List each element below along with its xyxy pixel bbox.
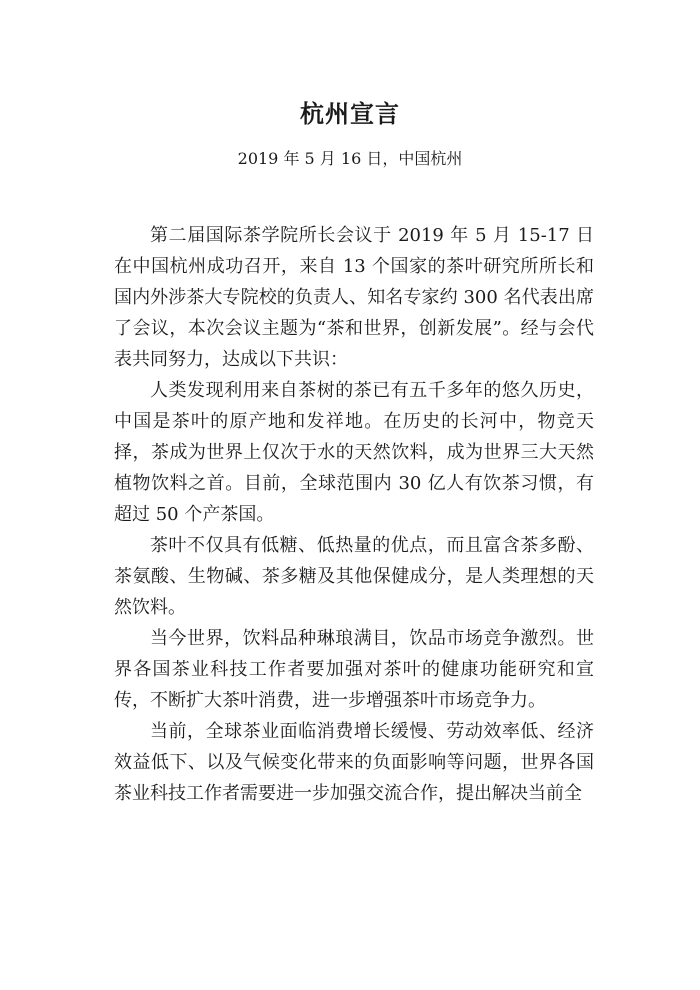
document-body (114, 220, 594, 809)
paragraph-3: 茶叶不仅具有低糖、低热量的优点，而且富含茶多酚、茶氨酸、生物碱、茶多糖及其他保健成分，是人类理想的天然饮料。 (114, 535, 594, 618)
paragraph-2: 人类发现利用来自茶树的茶已有五千多年的悠久历史，中国是茶叶的原产地和发祥地。在历史的长河中，物竞天择，茶成为世界上仅次于水的天然饮料，成为世界三大天然植物饮料之首。目前，全球范围内 30 亿人有饮茶习惯，有超过 50 个产茶国。 (114, 380, 594, 525)
document-title: 杭州宣言 (300, 100, 400, 128)
paragraph-1: 第二届国际茶学院所长会议于 2019 年 5 月 15-17 日在中国杭州成功召开，来自 13 个国家的茶叶研究所所长和国内外涉茶大专院校的负责人、知名专家约 300 名代表出席了会议，本次会议主题为“茶和世界，创新发展”。经与会代表共同努力，达成以下共识： (114, 225, 594, 370)
paragraph-5: 当前，全球茶业面临消费增长缓慢、劳动效率低、经济效益低下、以及气候变化带来的负面影响等问题，世界各国茶业科技工作者需要进一步加强交流合作，提出解决当前全 (114, 721, 594, 804)
paragraph-4: 当今世界，饮料品种琳琅满目，饮品市场竞争激烈。世界各国茶业科技工作者要加强对茶叶的健康功能研究和宣传，不断扩大茶叶消费，进一步增强茶叶市场竞争力。 (114, 628, 594, 711)
document-date-location: 2019 年 5 月 16 日，中国杭州 (237, 149, 463, 168)
